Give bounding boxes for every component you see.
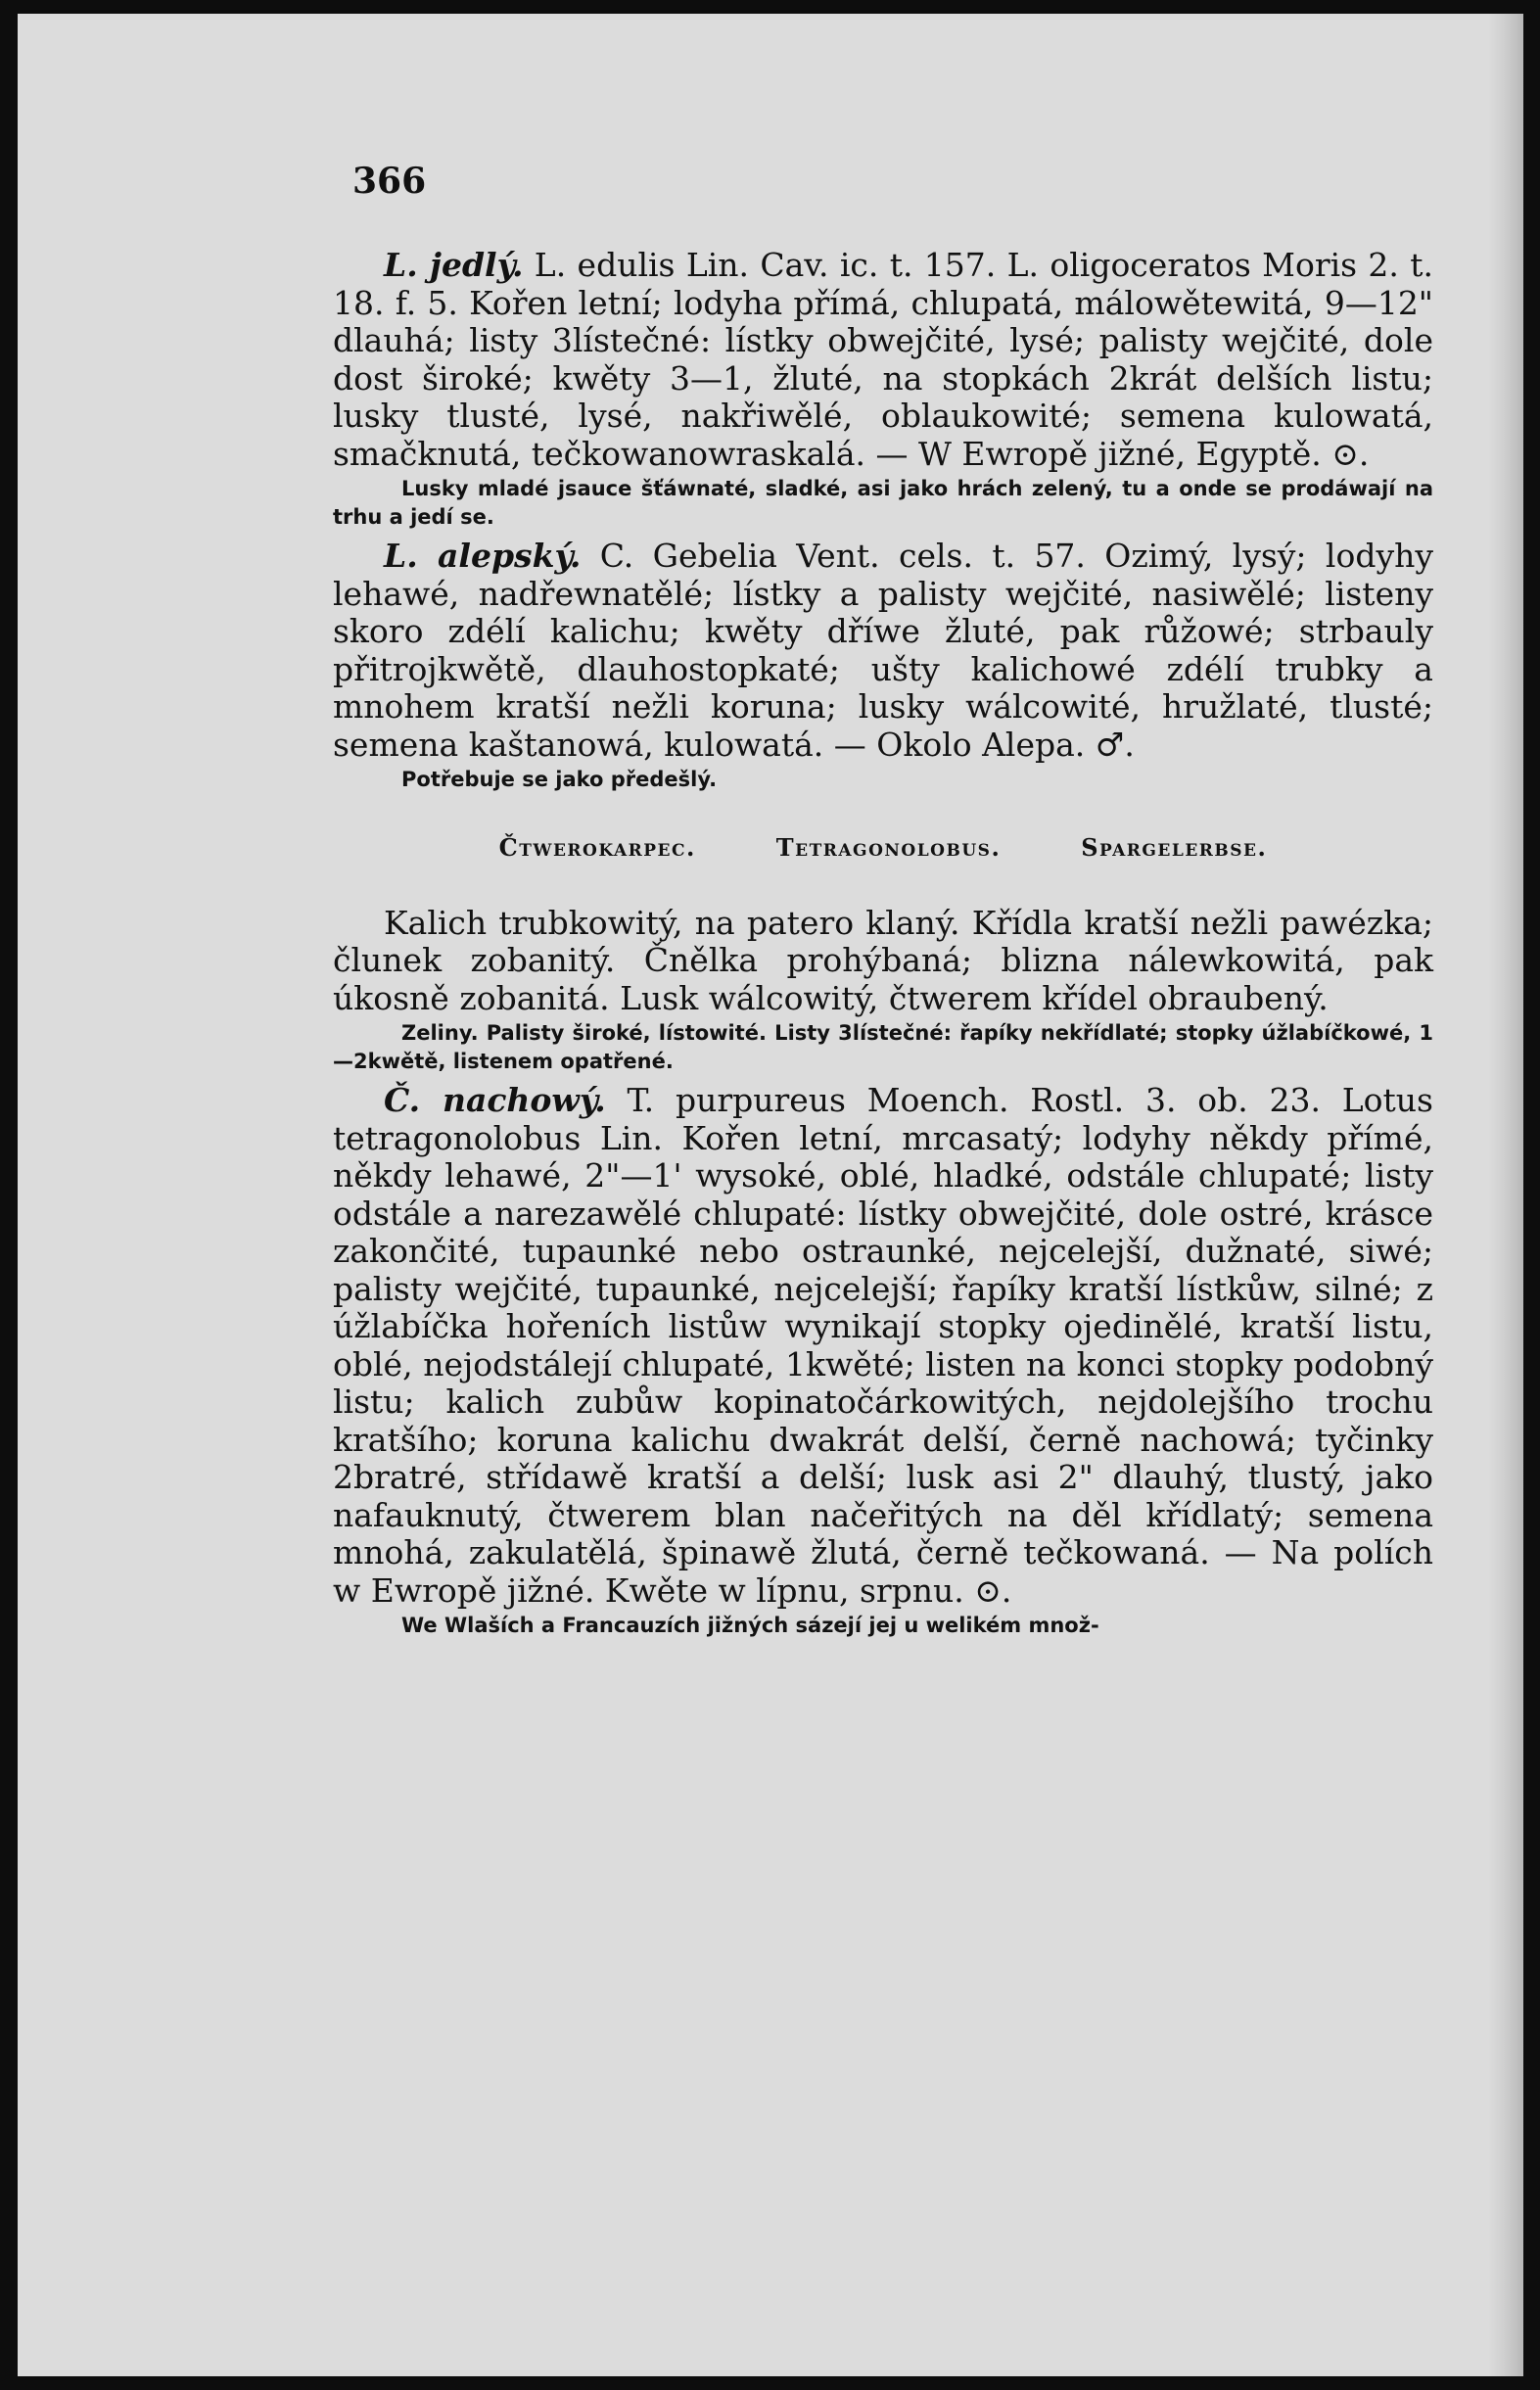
entry-text: C. Gebelia Vent. cels. t. 57. Ozimý, lysý; lodyhy lehawé, nadřewnatělé; lístky a palisty wejčité, nasiwělé; listeny skoro zdélí kalichu; kwěty dříwe žluté, pak růžowé; strbauly přitrojkwětě, dlauhostopkaté; ušty kalichowé zdélí trubky a mnohem kratší nežli koruna; lusky wálcowité, hružlaté, tlusté; semena kaštanowá, kulowatá. — Okolo Alepa. ♂.	[333, 537, 1433, 764]
note-lotus-gebelia: Potřebuje se jako předešlý.	[401, 768, 718, 791]
note-lotus-edulis: Lusky mladé jsauce šťáwnaté, sladké, asi jako hrách zelený, tu a onde se prodáwají na trhu a jedí se.	[333, 477, 1433, 529]
genus-czech-name: Čtwerokarpec.	[498, 833, 696, 862]
page-body	[333, 247, 1433, 1646]
genus-description: Kalich trubkowitý, na patero klaný. Křídla kratší nežli pawézka; člunek zobanitý. Čnělka prohýbaná; blizna nálewkowitá, pak úkosně zobanitá. Lusk wálcowitý, čtwerem křídel obraubený.	[333, 903, 1433, 1017]
species-name: L. jedlý.	[384, 246, 524, 284]
note-tetragonolobus: We Wlaších a Francauzích jižných sázejí jej u welikém množ-	[401, 1614, 1099, 1637]
entry-text: L. edulis Lin. Cav. ic. t. 157. L. oligoceratos Moris 2. t. 18. f. 5. Kořen letní; lodyha přímá, chlupatá, málowětewitá, 9—12" dlauhá; listy 3lístečné: lístky obwejčité, lysé; palisty wejčité, dole dost široké; kwěty 3—1, žluté, na stopkách 2krát delších listu; lusky tlusté, lysé, nakřiwělé, oblaukowité; semena kulowatá, smačknutá, tečkowanowraskalá. — W Ewropě jižné, Egyptě. ⊙.	[333, 246, 1433, 473]
genus-note: Zeliny. Palisty široké, lístowité. Listy 3lístečné: řapíky nekřídlaté; stopky úžlabíčkowé, 1—2kwětě, listenem opatřené.	[333, 1021, 1433, 1073]
genus-latin-name: Tetragonolobus.	[775, 833, 1002, 862]
species-name: Č. nachowý.	[384, 1081, 606, 1119]
entry-lotus-edulis	[333, 247, 1433, 473]
entry-text: T. purpureus Moench. Rostl. 3. ob. 23. Lotus tetragonolobus Lin. Kořen letní, mrcasatý; lodyhy někdy přímé, někdy lehawé, 2"—1' wysoké, oblé, hladké, odstále chlupaté; listy odstále a narezawělé chlupaté: lístky obwejčité, dole ostré, krásce zakončité, tupaunké nebo ostraunké, nejcelejší, dužnaté, siwé; palisty wejčité, tupaunké, nejcelejší; řapíky kratší lístkůw, silné; z úžlabíčka hořeních listůw wynikají stopky ojedinělé, kratší listu, oblé, nejodstálejí chlupaté, 1kwěté; listen na konci stopky podobný listu; kalich zubůw kopinatočárkowitých, nejdolejšího trochu kratšího; koruna kalichu dwakrát delší, černě nachowá; tyčinky 2bratré, střídawě kratší a delší; lusk asi 2" dlauhý, tlustý, jako nafauknutý, čtwerem blan načeřitých na děl křídlatý; semena mnohá, zakulatělá, špinawě žlutá, černě tečkowaná. — Na polích w Ewropě jižné. Kwěte w lípnu, srpnu. ⊙.	[333, 1081, 1433, 1610]
genus-german-name: Spargelerbse.	[1081, 833, 1268, 862]
page-fold-shadow	[1488, 14, 1523, 2376]
genus-heading	[333, 829, 1433, 867]
species-name: L. alepský.	[384, 537, 582, 575]
entry-tetragonolobus-purpureus	[333, 1082, 1433, 1610]
book-page	[18, 14, 1523, 2376]
entry-lotus-gebelia	[333, 538, 1433, 764]
page-number: 366	[352, 161, 427, 202]
